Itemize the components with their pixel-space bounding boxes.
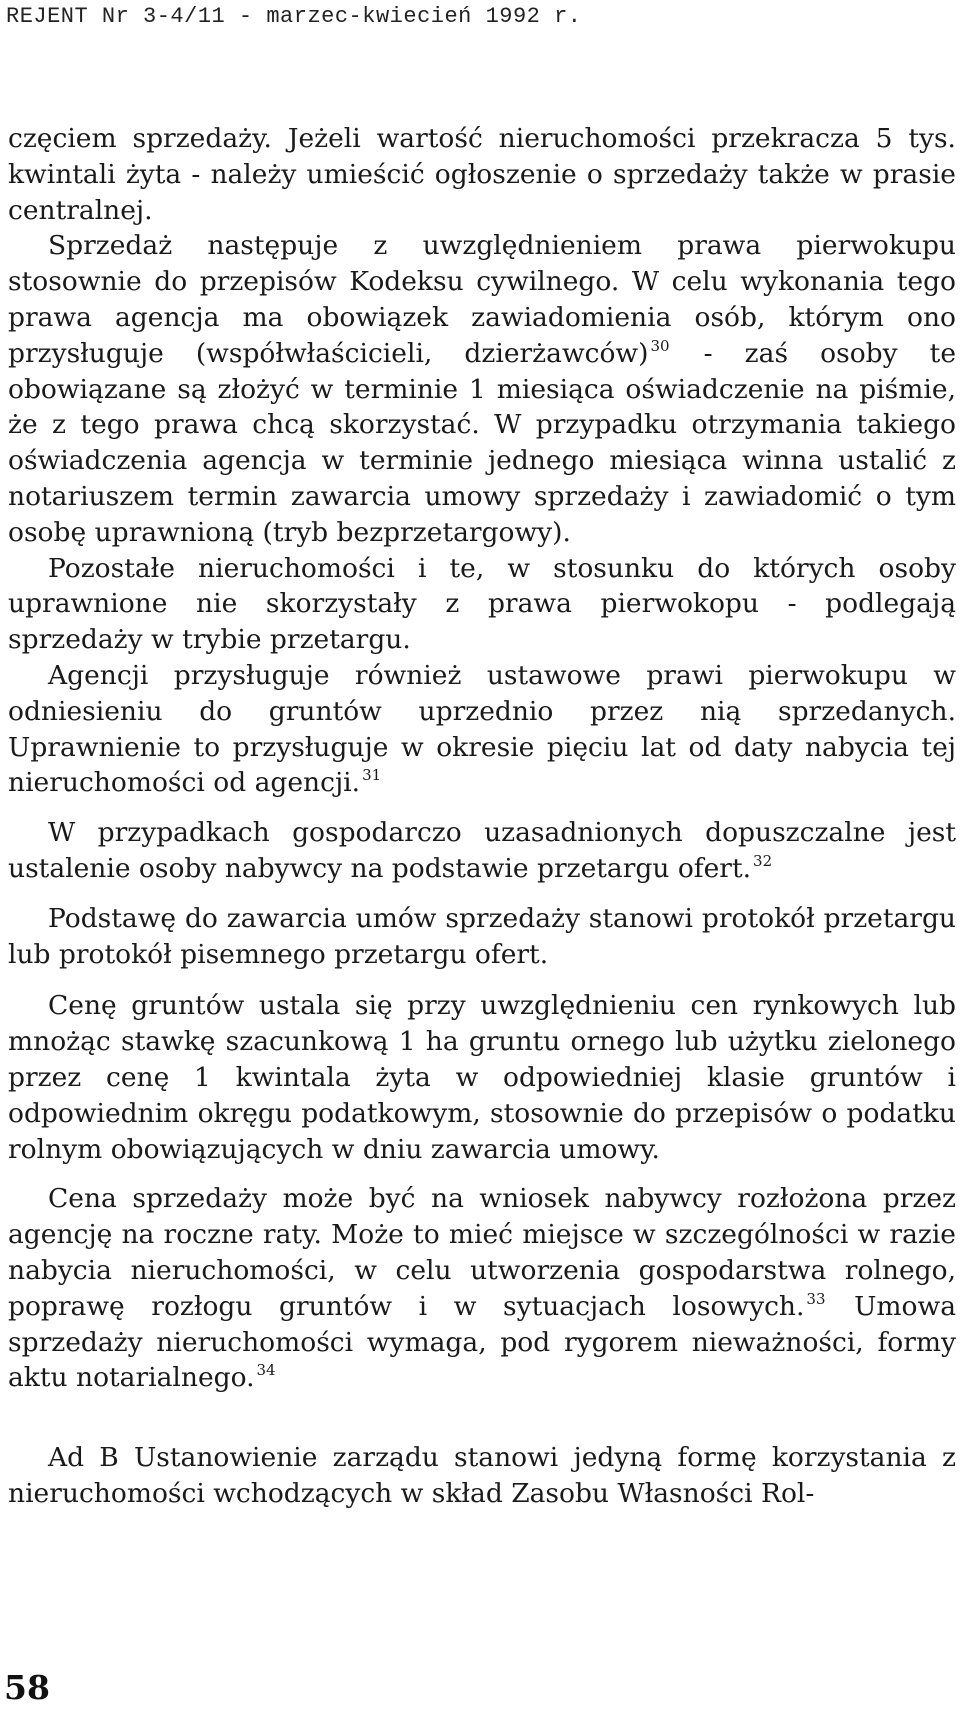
paragraph-land-price <box>8 988 956 1167</box>
paragraph-pre-emption <box>8 228 956 550</box>
paragraph-text: Cena sprzedaży może być na wniosek nabywcy rozłożona przez agencję na roczne raty. Może to mieć miejsce w szczególności w razie nabycia nieruchomości, w celu utworzenia gospodarstwa rolnego, poprawę rozłogu gruntów i w sytuacjach losowych. <box>8 1183 956 1322</box>
footnote-ref: 32 <box>753 851 773 870</box>
running-head: REJENT Nr 3-4/11 - marzec-kwiecień 1992 r. <box>6 4 582 29</box>
paragraph-statutory-right <box>8 658 956 801</box>
paragraph-text: Ad B Ustanowienie zarządu stanowi jedyną formę korzystania z nieruchomości wchodzących w skład Zasobu Własności Rol- <box>8 1442 956 1509</box>
footnote-ref: 31 <box>362 766 382 785</box>
paragraph-text: Umowa sprzedaży nieruchomości wymaga, pod rygorem nieważności, formy aktu notarialnego. <box>8 1290 956 1394</box>
paragraph-text: Sprzedaż następuje z uwzględnieniem prawa pierwokupu stosownie do przepisów Kodeksu cywilnego. W celu wykonania tego prawa agencja ma obowiązek zawiadomienia osób, którym ono przysługuje (współwłaścicieli, dzierżawców) <box>8 230 956 369</box>
paragraph-text: Podstawę do zawarcia umów sprzedaży stanowi protokół przetargu lub protokół pisemnego przetargu ofert. <box>8 902 956 970</box>
footnote-ref: 30 <box>650 336 670 355</box>
paragraph-ad-b <box>8 1440 956 1512</box>
paragraph-text: częciem sprzedaży. Jeżeli wartość nieruchomości przekracza 5 tys. kwintali żyta - należy umieścić ogłoszenie o sprzedaży także w prasie centralnej. <box>8 123 956 226</box>
page-number: 58 <box>4 1668 50 1707</box>
paragraph-text: W przypadkach gospodarczo uzasadnionych dopuszczalne jest ustalenie osoby nabywcy na podstawie przetargu ofert. <box>8 817 956 884</box>
footnote-ref: 34 <box>256 1361 276 1380</box>
paragraph-contract-basis <box>8 901 956 973</box>
paragraph-continued <box>8 121 956 228</box>
paragraph-text: Pozostałe nieruchomości i te, w stosunku do których osoby uprawnione nie skorzystały z prawa pierwokopu - podlegają sprzedaży w trybie przetargu. <box>8 552 956 656</box>
paragraph-text: - zaś osoby te obowiązane są złożyć w terminie 1 miesiąca oświadczenie na piśmie, że z tego prawa chcą skorzystać. W przypadku otrzymania takiego oświadczenia agencja w terminie jednego miesiąca winna ustalić z notariuszem termin zawarcia umowy sprzedaży i zawiadomić o tym osobę uprawnioną (tryb bezprzetargowy). <box>8 337 957 548</box>
paragraph-remaining-properties <box>8 551 956 658</box>
paragraph-text: Cenę gruntów ustala się przy uwzględnieniu cen rynkowych lub mnożąc stawkę szacunkową 1 ha gruntu ornego lub użytku zielonego przez cenę 1 kwintala żyta w odpowiedniej klasie gruntów i odpowiednim okręgu podatkowym, stosownie do przepisów o podatku rolnym obowiązujących w dniu zawarcia umowy. <box>8 990 956 1165</box>
footnote-ref: 33 <box>806 1289 826 1308</box>
paragraph-text: Agencji przysługuje również ustawowe prawi pierwokupu w odniesieniu do gruntów uprzednio przez nią sprzedanych. Uprawnienie to przysługuje w okresie pięciu lat od daty nabycia tej nieruchomości od agencji. <box>8 659 956 799</box>
article-body <box>8 121 956 1512</box>
paragraph-offer-tender <box>8 815 956 887</box>
paragraph-installments <box>8 1181 956 1396</box>
